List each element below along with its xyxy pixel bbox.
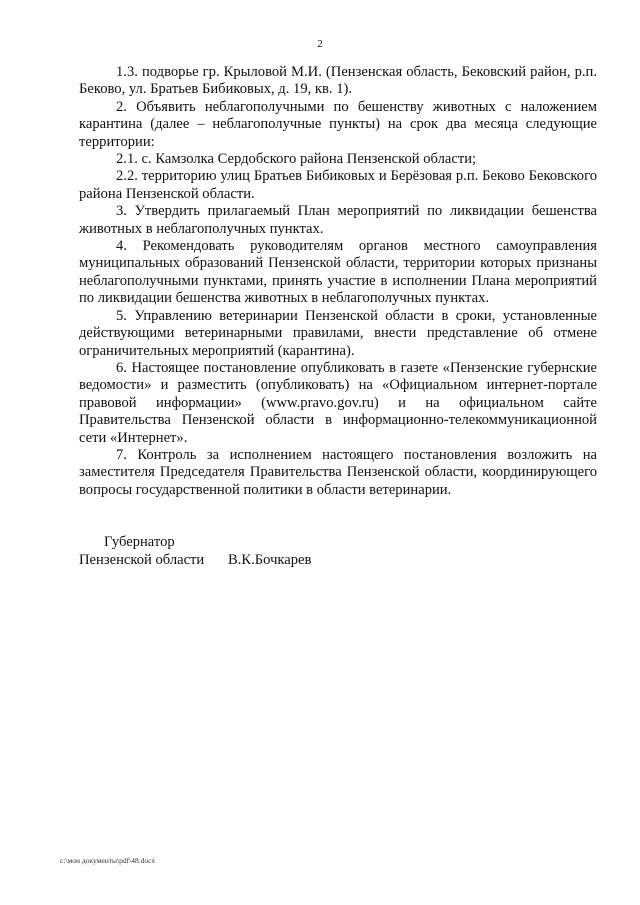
page-number: 2 (317, 38, 323, 50)
paragraph-2-2: 2.2. территорию улиц Братьев Бибиковых и Берёзовая р.п. Беково Бековского района Пензенской области. (79, 168, 597, 202)
paragraph-6: 6. Настоящее постановление опубликовать в газете «Пензенские губернские ведомости» и разместить (опубликовать) на «Официальном интернет-портале правовой информации» (www.pravo.gov.ru) и на официальном сайте Правительства Пензенской области в информационно-телекоммуникационной сети «Интернет». (79, 359, 597, 446)
footer-file-path: c:\мои документы\pdf\48.docx (60, 856, 156, 865)
signature-region: Пензенской области (79, 552, 205, 568)
paragraph-2: 2. Объявить неблагополучными по бешенству животных с наложением карантина (далее – неблагополучные пункты) на срок два месяца следующие территории: (79, 98, 597, 150)
paragraph-2-1: 2.1. с. Камзолка Сердобского района Пензенской области; (116, 151, 477, 168)
signature-name: В.К.Бочкарев (228, 552, 312, 568)
paragraph-1-3: 1.3. подворье гр. Крыловой М.И. (Пензенская область, Бековский район, р.п. Беково, ул. Братьев Бибиковых, д. 19, кв. 1). (79, 64, 597, 98)
document-body (79, 64, 597, 499)
paragraph-3: 3. Утвердить прилагаемый План мероприятий по ликвидации бешенства животных в неблагополучных пунктах. (79, 203, 597, 237)
signature-title: Губернатор (104, 534, 175, 550)
paragraph-5: 5. Управлению ветеринарии Пензенской области в сроки, установленные действующими ветеринарными правилами, внести представление об отмене ограничительных мероприятий (карантина). (79, 307, 597, 359)
paragraph-7: 7. Контроль за исполнением настоящего постановления возложить на заместителя Председателя Правительства Пензенской области, координирующего вопросы государственной политики в области ветеринарии. (79, 446, 597, 498)
paragraph-4: 4. Рекомендовать руководителям органов местного самоуправления муниципальных образований Пензенской области, территории которых признаны неблагополучными пунктами, принять участие в исполнении Плана мероприятий по ликвидации бешенства животных в неблагополучных пунктах. (79, 238, 597, 307)
